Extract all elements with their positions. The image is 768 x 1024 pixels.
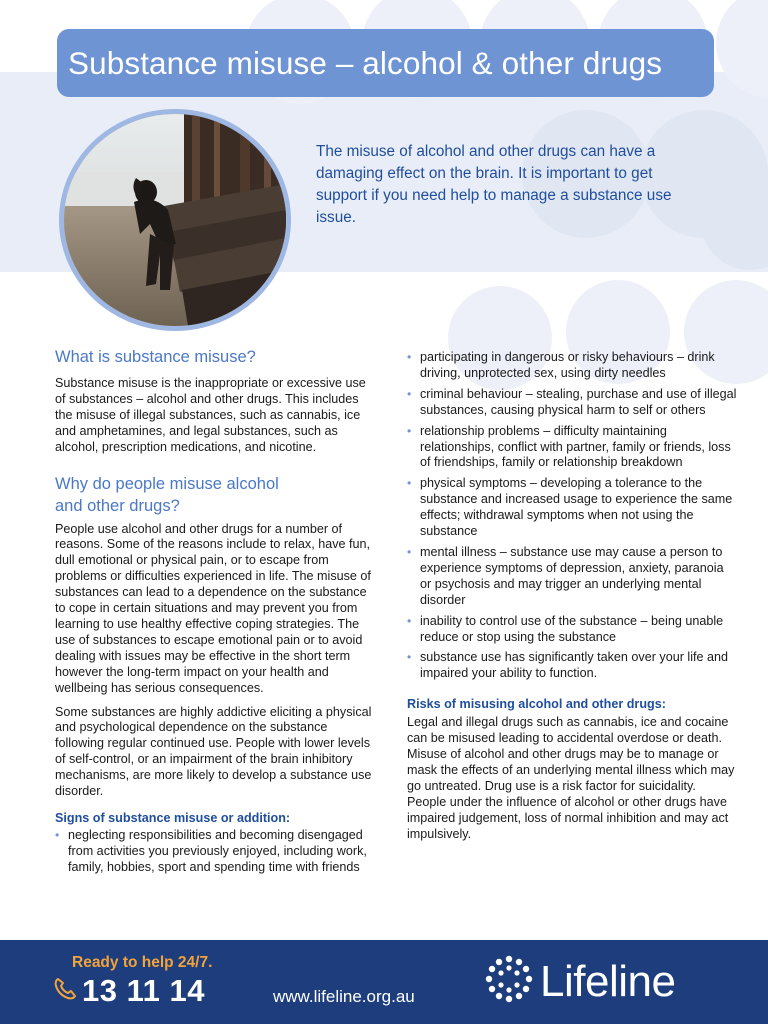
bullet-icon: • xyxy=(407,613,412,628)
list-item xyxy=(407,476,737,540)
list-item-text: neglecting responsibilities and becoming disengaged from activities you previously enjoyed, including work, family, hobbies, sport and spending time with friends xyxy=(68,827,367,874)
bullet-icon: • xyxy=(55,827,60,842)
section-heading-why-line2: and other drugs? xyxy=(55,496,180,515)
right-column xyxy=(407,350,737,842)
logo-wordmark: Lifeline xyxy=(540,956,676,1006)
list-item-text: mental illness – substance use may cause a person to experience symptoms of depression, anxiety, paranoia or psychosis and may trigger an underlying mental disorder xyxy=(420,544,724,607)
footer-bar xyxy=(0,940,768,1024)
bullet-icon: • xyxy=(407,423,412,438)
phone-handset-icon xyxy=(52,976,78,1007)
list-item xyxy=(407,424,737,472)
bullet-icon: • xyxy=(407,350,412,364)
list-item-text: criminal behaviour – stealing, purchase and use of illegal substances, causing physical harm to self or others xyxy=(420,386,737,417)
left-column xyxy=(55,346,375,876)
risks-heading: Risks of misusing alcohol and other drugs: xyxy=(407,697,666,712)
risks-body: Legal and illegal drugs such as cannabis, ice and cocaine can be misused leading to accidental overdose or death. Misuse of alcohol and other drugs may be to manage or mask the effects of an underlying mental illness which may go untreated. Drug use is a risk factor for suicidality. People under the influence of alcohol or other drugs have impaired judgement, loss of normal inhibition and may act impulsively. xyxy=(407,715,735,841)
lifeline-logo xyxy=(484,954,675,1009)
list-item-text: substance use has significantly taken over your life and impaired your ability to function. xyxy=(420,650,729,681)
section-body-why-para2: Some substances are highly addictive eliciting a physical and psychological dependence on the substance following regular continued use. People with lower levels of self-control, or an impairment of the brain inhibitory mechanisms, are more likely to develop a substance use disorder. xyxy=(55,704,372,799)
list-item-text: participating in dangerous or risky behaviours – drink driving, unprotected sex, using dirty needles xyxy=(420,350,715,380)
signs-list-right xyxy=(407,350,737,682)
section-heading-what-is: What is substance misuse? xyxy=(55,348,256,366)
bullet-icon: • xyxy=(407,544,412,559)
list-item xyxy=(407,350,737,382)
section-body-why-para1: People use alcohol and other drugs for a number of reasons. Some of the reasons include to relax, have fun, dull emotional or physical pain, or to escape from problems or difficulties experienced in life. The misuse of substances can lead to a dependence on the substance to cope in certain situations and may prevent you from learning to use healthy effective coping strategies. The use of substances to escape emotional pain or to avoid dealing with issues may be effective in the short term however the long-term impact on your health and wellbeing has serious consequences. xyxy=(55,521,371,695)
list-item-text: relationship problems – difficulty maintaining relationships, conflict with partner, family or friends, loss of friendships, family or relationship breakdown xyxy=(420,423,731,470)
section-body-what-is: Substance misuse is the inappropriate or excessive use of substances – alcohol and other drugs. This includes the misuse of illegal substances, such as cannabis, ice and amphetamines, and legal substances, such as alcohol, prescription medications, and nicotine. xyxy=(55,376,366,454)
ready-to-help-text: Ready to help 24/7. xyxy=(72,954,213,971)
list-item xyxy=(407,650,737,682)
list-item xyxy=(55,828,375,876)
list-item-text: physical symptoms – developing a tolerance to the substance and increased usage to experience the same effects; withdrawal symptoms when not using the substance xyxy=(420,476,733,539)
bullet-icon: • xyxy=(407,386,412,401)
section-heading-why xyxy=(55,473,375,517)
list-item-text: inability to control use of the substance – being unable reduce or stop using the substance xyxy=(420,613,724,644)
photo-illustration xyxy=(64,114,286,326)
page-title: Substance misuse – alcohol & other drugs xyxy=(68,44,663,81)
list-item xyxy=(407,387,737,419)
list-item xyxy=(407,614,737,646)
person-on-bench-photo xyxy=(59,109,291,331)
bullet-icon: • xyxy=(407,476,412,491)
phone-contact[interactable] xyxy=(52,973,205,1009)
list-item xyxy=(407,545,737,609)
lifeline-ring-icon xyxy=(484,954,534,1009)
title-banner xyxy=(57,29,714,97)
bullet-icon: • xyxy=(407,650,412,665)
phone-number: 13 11 14 xyxy=(82,973,205,1008)
website-link[interactable]: www.lifeline.org.au xyxy=(273,987,415,1006)
intro-text: The misuse of alcohol and other drugs can have a damaging effect on the brain. It is important to get support if you need help to manage a substance use issue. xyxy=(316,143,672,226)
signs-list-left xyxy=(55,828,375,876)
section-heading-why-line1: Why do people misuse alcohol xyxy=(55,474,279,493)
signs-heading: Signs of substance misuse or addition: xyxy=(55,810,291,825)
